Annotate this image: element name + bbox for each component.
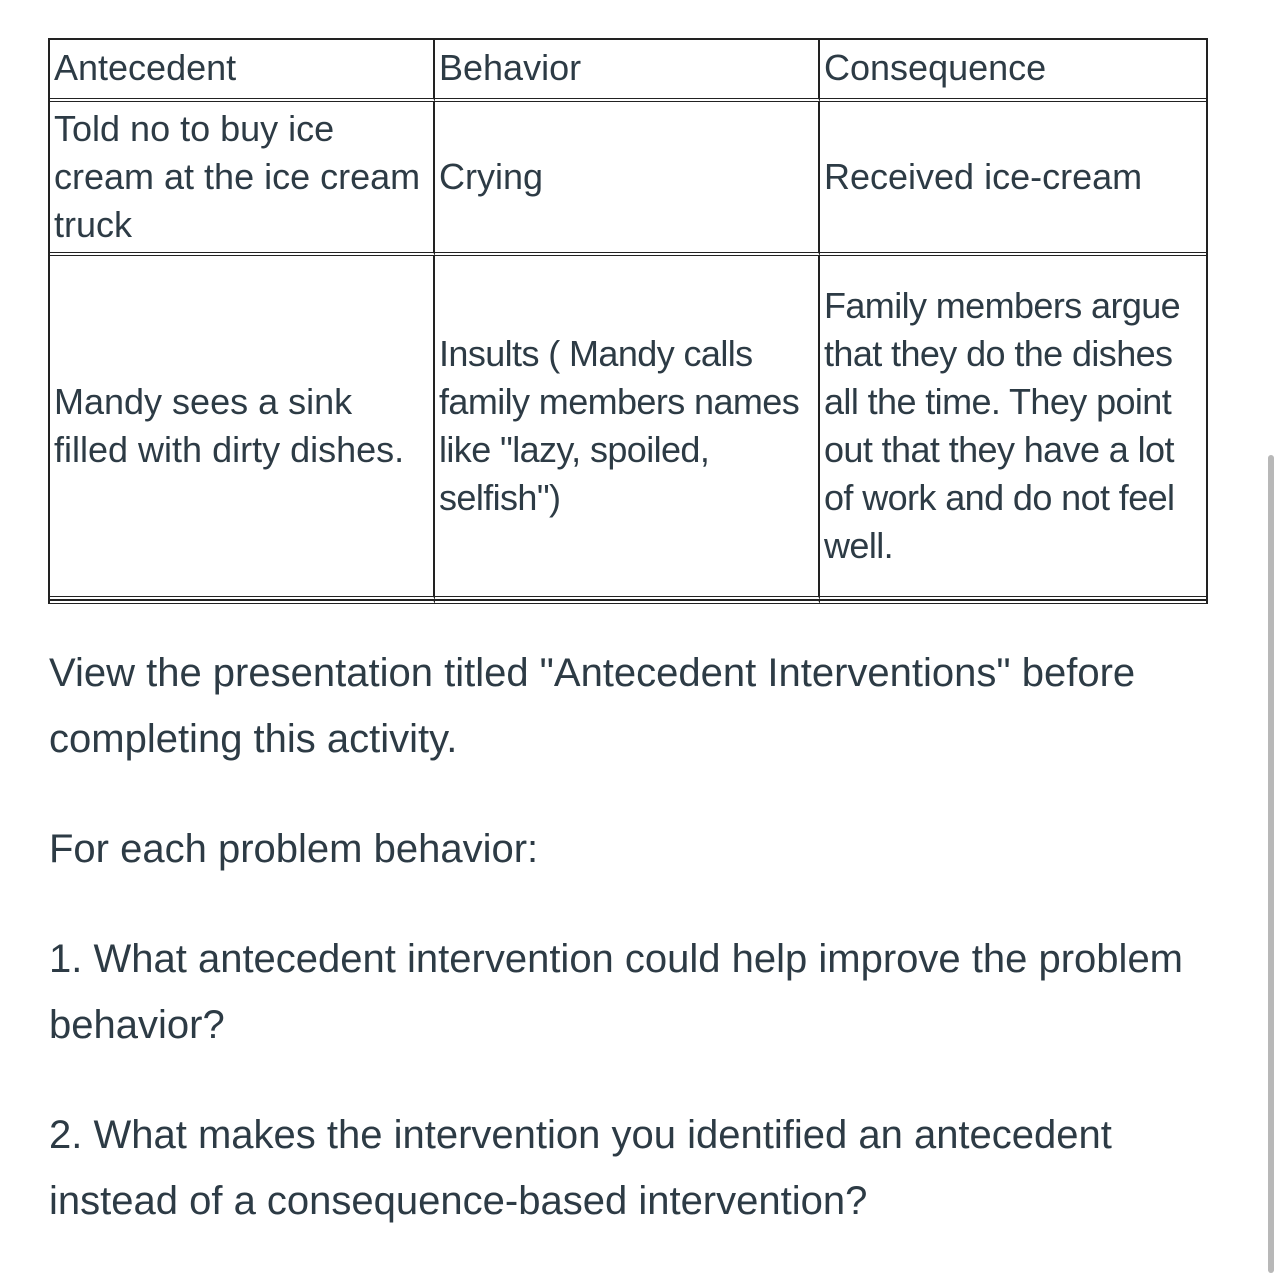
vertical-scrollbar[interactable] [1268, 455, 1274, 1273]
table-row [50, 256, 1206, 600]
row-1-behavior: Crying [435, 102, 820, 256]
row-3-cell-empty [435, 600, 820, 604]
scrollbar-thumb[interactable] [1268, 455, 1274, 1273]
row-3-cell-empty [820, 600, 1206, 604]
instructions-lead: For each problem behavior: [49, 827, 539, 871]
question-2: 2. What makes the intervention you identified an antecedent instead of a consequence-based intervention? [49, 1113, 1112, 1223]
row-2-behavior: Insults ( Mandy calls family members names like "lazy, spoiled, selfish") [435, 256, 820, 600]
header-consequence: Consequence [820, 40, 1206, 102]
abc-table [48, 38, 1208, 604]
table-header-row [50, 40, 1206, 102]
header-antecedent: Antecedent [50, 40, 435, 102]
question-1: 1. What antecedent intervention could help improve the problem behavior? [49, 937, 1184, 1047]
instructions [49, 640, 1249, 1234]
row-3-cell-empty [50, 600, 435, 604]
row-2-antecedent: Mandy sees a sink filled with dirty dishes. [50, 256, 435, 600]
row-1-consequence: Received ice-cream [820, 102, 1206, 256]
table-row-empty [50, 600, 1206, 604]
header-behavior: Behavior [435, 40, 820, 102]
row-1-antecedent: Told no to buy ice cream at the ice cream truck [50, 102, 435, 256]
instructions-intro: View the presentation titled "Antecedent Interventions" before completing this activity. [49, 651, 1136, 761]
row-2-consequence: Family members argue that they do the dishes all the time. They point out that they have a lot of work and do not feel well. [820, 256, 1206, 600]
table-row [50, 102, 1206, 256]
